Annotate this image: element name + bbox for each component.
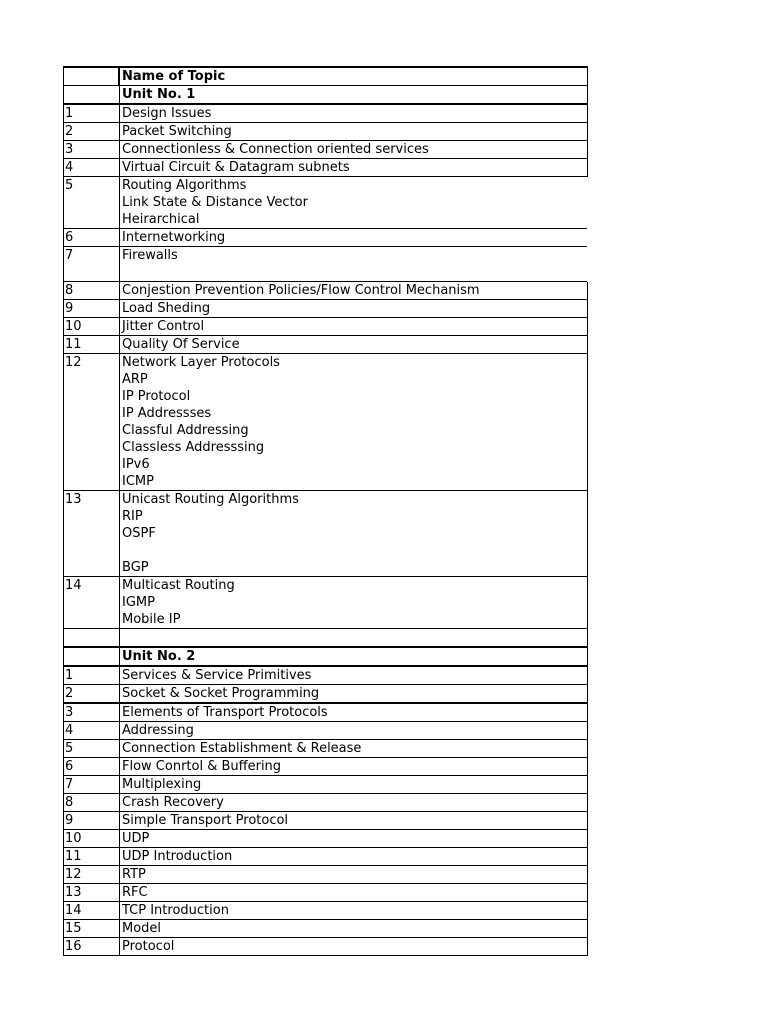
row-number-cell: 4 bbox=[64, 722, 120, 739]
row-topic-cell bbox=[120, 300, 587, 317]
table-row bbox=[63, 722, 588, 740]
row-topic-cell bbox=[120, 740, 587, 757]
topic-line: Network Layer Protocols bbox=[122, 355, 280, 370]
row-number-cell: 3 bbox=[64, 141, 120, 158]
row-number-cell: 13 bbox=[64, 491, 120, 576]
row-topic-cell bbox=[120, 848, 587, 865]
topic-line: Routing Algorithms bbox=[122, 178, 247, 193]
row-number-cell: 6 bbox=[64, 758, 120, 775]
table-row bbox=[63, 123, 588, 141]
table-row bbox=[63, 866, 588, 884]
row-topic-cell bbox=[120, 667, 587, 684]
table-row bbox=[63, 629, 588, 648]
topic-line: Connection Establishment & Release bbox=[122, 741, 362, 756]
topic-line: Packet Switching bbox=[122, 124, 232, 139]
row-number-cell: 9 bbox=[64, 300, 120, 317]
row-topic-cell bbox=[120, 577, 587, 628]
topic-line: Virtual Circuit & Datagram subnets bbox=[122, 160, 350, 175]
row-number-cell: 5 bbox=[64, 177, 120, 228]
table-row bbox=[63, 902, 588, 920]
row-number-cell: 15 bbox=[64, 920, 120, 937]
table-row bbox=[63, 884, 588, 902]
header-number-cell bbox=[64, 68, 120, 85]
table-row bbox=[63, 758, 588, 776]
topic-line: Firewalls bbox=[122, 248, 178, 263]
table-row bbox=[63, 920, 588, 938]
table-row bbox=[63, 282, 588, 300]
topic-line: Classful Addressing bbox=[122, 423, 249, 438]
topic-line: Internetworking bbox=[122, 230, 226, 245]
syllabus-table bbox=[63, 66, 588, 956]
topic-line bbox=[122, 542, 587, 559]
topic-line: Conjestion Prevention Policies/Flow Control Mechanism bbox=[122, 283, 480, 298]
row-topic-cell bbox=[120, 247, 587, 281]
table-row bbox=[63, 247, 587, 282]
row-number-cell: 1 bbox=[64, 105, 120, 122]
table-row bbox=[63, 776, 588, 794]
row-topic-cell bbox=[120, 141, 587, 158]
row-number-cell: 7 bbox=[64, 247, 120, 281]
row-number-cell: 14 bbox=[64, 902, 120, 919]
topic-line: RFC bbox=[122, 885, 148, 900]
row-number-cell bbox=[64, 648, 120, 665]
table-row bbox=[63, 105, 588, 123]
topic-line: Jitter Control bbox=[122, 319, 205, 334]
row-number-cell: 6 bbox=[64, 229, 120, 246]
table-row bbox=[63, 577, 588, 629]
row-number-cell bbox=[64, 629, 120, 646]
table-row bbox=[63, 848, 588, 866]
topic-line bbox=[122, 264, 587, 281]
row-topic-cell bbox=[120, 123, 587, 140]
row-topic-cell bbox=[120, 866, 587, 883]
row-number-cell: 3 bbox=[64, 704, 120, 721]
topic-line: Heirarchical bbox=[122, 212, 200, 227]
row-topic-cell bbox=[120, 938, 587, 955]
header-topic-cell: Name of Topic bbox=[122, 69, 226, 84]
topic-line bbox=[122, 629, 587, 646]
topic-line: ICMP bbox=[122, 474, 154, 489]
row-topic-cell bbox=[120, 794, 587, 811]
table-row bbox=[63, 704, 588, 722]
topic-line: Unit No. 2 bbox=[122, 649, 196, 664]
header-row bbox=[63, 66, 588, 86]
row-number-cell: 2 bbox=[64, 123, 120, 140]
table-row bbox=[63, 354, 588, 491]
topic-line: Mobile IP bbox=[122, 612, 181, 627]
row-number-cell: 10 bbox=[64, 318, 120, 335]
table-row bbox=[63, 300, 588, 318]
row-topic-cell bbox=[120, 812, 587, 829]
row-topic-cell bbox=[120, 902, 587, 919]
row-number-cell: 8 bbox=[64, 794, 120, 811]
table-row bbox=[63, 685, 588, 704]
topic-line: Unicast Routing Algorithms bbox=[122, 492, 299, 507]
topic-line: ARP bbox=[122, 372, 148, 387]
table-row bbox=[63, 141, 588, 159]
row-number-cell: 1 bbox=[64, 667, 120, 684]
topic-line: Design Issues bbox=[122, 106, 212, 121]
row-topic-cell bbox=[120, 758, 587, 775]
row-number-cell: 10 bbox=[64, 830, 120, 847]
topic-line: Quality Of Service bbox=[122, 337, 240, 352]
topic-line: IP Addressses bbox=[122, 406, 212, 421]
row-topic-cell bbox=[120, 282, 587, 299]
topic-line: BGP bbox=[122, 560, 149, 575]
row-topic-cell bbox=[120, 776, 587, 793]
topic-line: Protocol bbox=[122, 939, 175, 954]
topic-line: IPv6 bbox=[122, 457, 150, 472]
table-row bbox=[63, 830, 588, 848]
topic-line: Connectionless & Connection oriented services bbox=[122, 142, 429, 157]
topic-line: UDP Introduction bbox=[122, 849, 233, 864]
table-row bbox=[63, 667, 588, 685]
row-number-cell: 2 bbox=[64, 685, 120, 702]
table-row bbox=[63, 177, 587, 229]
topic-line: Link State & Distance Vector bbox=[122, 195, 308, 210]
topic-line: Elements of Transport Protocols bbox=[122, 705, 328, 720]
row-number-cell: 7 bbox=[64, 776, 120, 793]
table-row bbox=[63, 86, 588, 105]
row-topic-cell bbox=[120, 704, 587, 721]
row-number-cell: 5 bbox=[64, 740, 120, 757]
row-topic-cell bbox=[120, 336, 587, 353]
topic-line: Multiplexing bbox=[122, 777, 202, 792]
row-number-cell: 4 bbox=[64, 159, 120, 176]
row-number-cell: 12 bbox=[64, 354, 120, 490]
table-row bbox=[63, 812, 588, 830]
row-number-cell: 16 bbox=[64, 938, 120, 955]
table-body bbox=[63, 86, 588, 956]
row-topic-cell bbox=[120, 177, 587, 228]
row-number-cell: 13 bbox=[64, 884, 120, 901]
row-number-cell bbox=[64, 86, 120, 103]
table-row bbox=[63, 938, 588, 956]
table-row bbox=[63, 794, 588, 812]
row-topic-cell bbox=[120, 648, 587, 665]
topic-line: IP Protocol bbox=[122, 389, 191, 404]
topic-line: Unit No. 1 bbox=[122, 87, 196, 102]
topic-line: Multicast Routing bbox=[122, 578, 235, 593]
topic-line: Simple Transport Protocol bbox=[122, 813, 289, 828]
row-topic-cell bbox=[120, 159, 587, 176]
row-number-cell: 11 bbox=[64, 336, 120, 353]
table-row bbox=[63, 336, 588, 354]
row-topic-cell bbox=[120, 830, 587, 847]
topic-line: Socket & Socket Programming bbox=[122, 686, 320, 701]
row-number-cell: 12 bbox=[64, 866, 120, 883]
row-topic-cell bbox=[120, 722, 587, 739]
row-topic-cell bbox=[120, 354, 587, 490]
row-topic-cell bbox=[120, 105, 587, 122]
row-topic-cell bbox=[120, 629, 587, 646]
topic-line: Addressing bbox=[122, 723, 194, 738]
row-topic-cell bbox=[120, 318, 587, 335]
row-number-cell: 11 bbox=[64, 848, 120, 865]
topic-line: RIP bbox=[122, 509, 143, 524]
topic-line: Crash Recovery bbox=[122, 795, 224, 810]
topic-line: Model bbox=[122, 921, 162, 936]
table-row bbox=[63, 740, 588, 758]
table-row bbox=[63, 648, 588, 667]
table-row bbox=[63, 318, 588, 336]
row-topic-cell bbox=[120, 685, 587, 702]
row-number-cell: 14 bbox=[64, 577, 120, 628]
topic-line: UDP bbox=[122, 831, 150, 846]
topic-line: Classless Addresssing bbox=[122, 440, 265, 455]
row-topic-cell bbox=[120, 86, 587, 103]
topic-line: OSPF bbox=[122, 526, 156, 541]
table-row bbox=[63, 159, 588, 177]
topic-line: TCP Introduction bbox=[122, 903, 229, 918]
row-number-cell: 9 bbox=[64, 812, 120, 829]
table-row bbox=[63, 229, 587, 247]
row-topic-cell bbox=[120, 884, 587, 901]
table-row bbox=[63, 491, 588, 577]
row-topic-cell bbox=[120, 920, 587, 937]
row-topic-cell bbox=[120, 491, 587, 576]
topic-line: IGMP bbox=[122, 595, 155, 610]
topic-line: RTP bbox=[122, 867, 146, 882]
topic-line: Flow Conrtol & Buffering bbox=[122, 759, 282, 774]
row-number-cell: 8 bbox=[64, 282, 120, 299]
topic-line: Services & Service Primitives bbox=[122, 668, 312, 683]
topic-line: Load Sheding bbox=[122, 301, 211, 316]
row-topic-cell bbox=[120, 229, 587, 246]
